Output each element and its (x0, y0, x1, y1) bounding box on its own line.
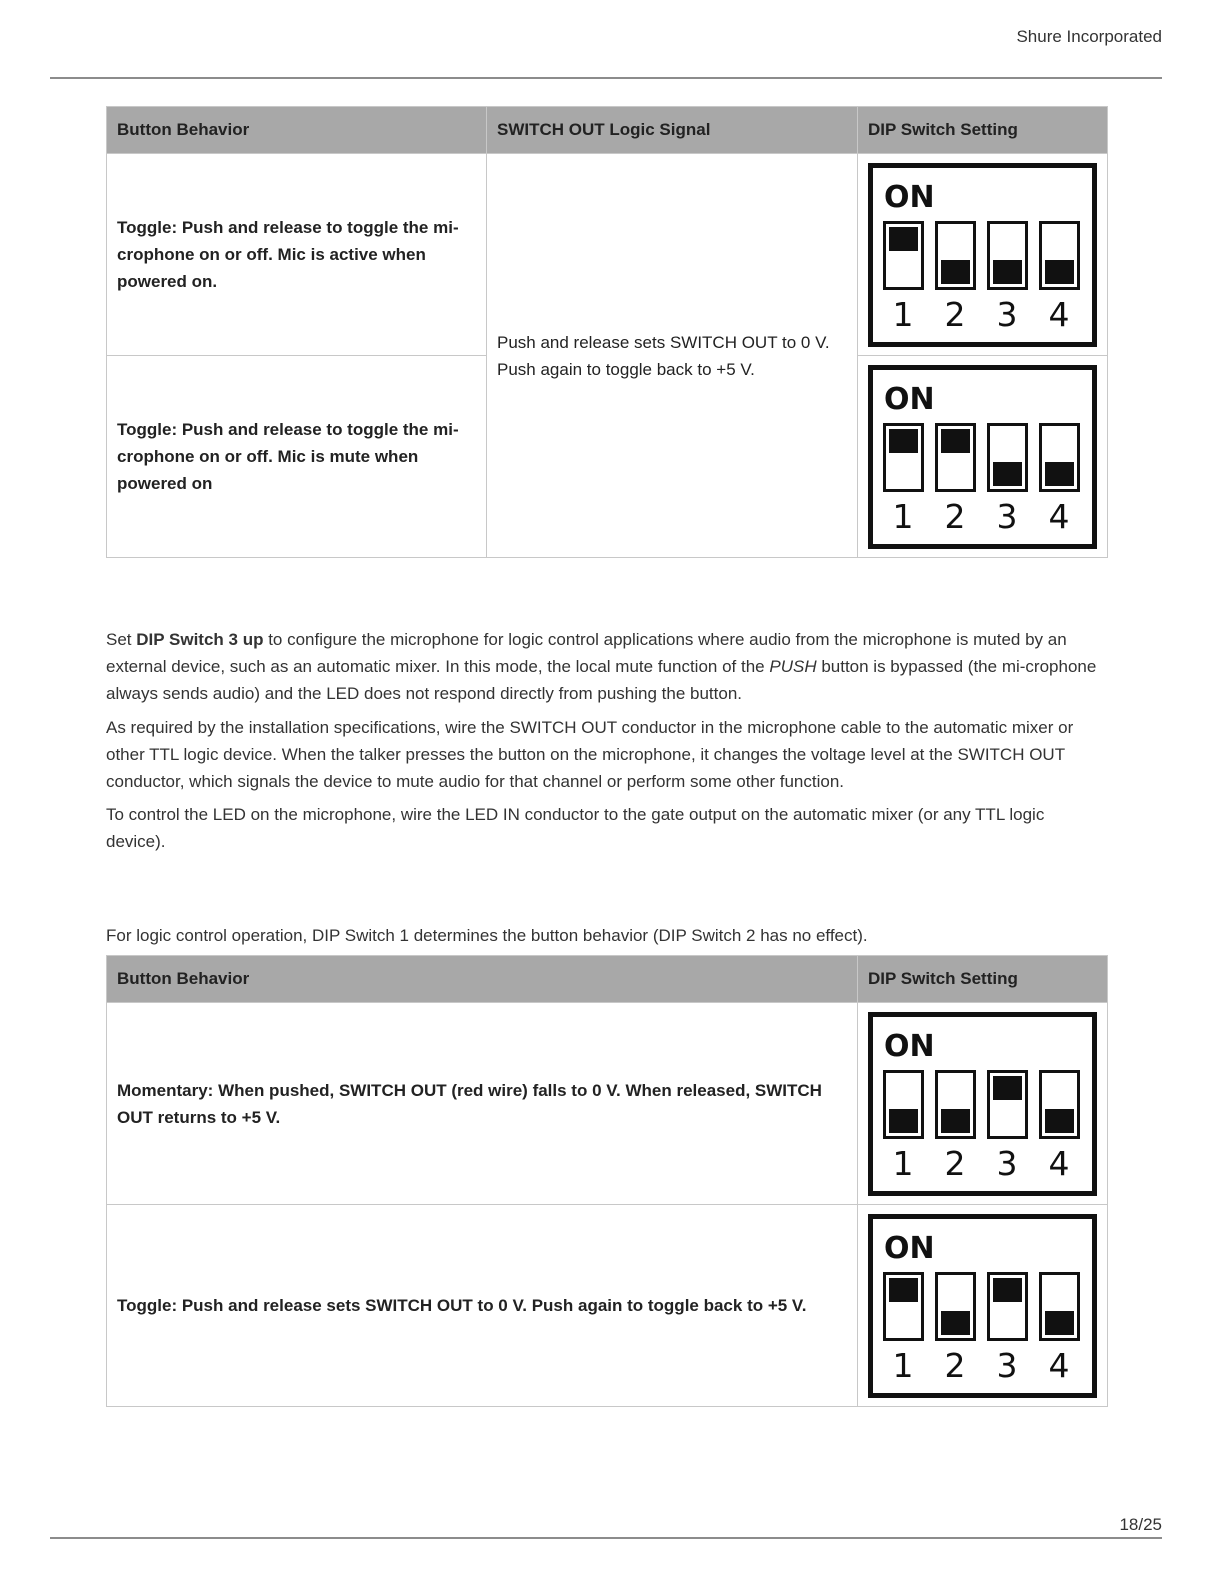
dip-switch-knob-on (993, 1278, 1022, 1302)
column-header-dip-setting: DIP Switch Setting (858, 107, 1108, 154)
table-header-row (107, 107, 1108, 154)
table-row (107, 1205, 1108, 1407)
page-number: 18/25 (1119, 1515, 1162, 1534)
dip-switch-number: 1 (892, 294, 914, 334)
paragraph-led: To control the LED on the microphone, wire the LED IN conductor to the gate output on the automatic mixer (or any TTL logic device). (106, 805, 1045, 851)
dip-switch-knob-off (1045, 1311, 1074, 1335)
dip-switch-knob-off (941, 260, 970, 284)
signal-line-1: Push and release sets SWITCH OUT to 0 V. (497, 332, 830, 352)
dip-switch-number: 3 (996, 1345, 1018, 1385)
dip-switch-cell (858, 1205, 1108, 1407)
dip-switch-knob-off (1045, 462, 1074, 486)
dip-switch-knob-on (889, 429, 918, 453)
button-behavior-cell: Toggle: Push and release to toggle the mi-crophone on or off. Mic is mute when powered on (107, 356, 487, 558)
paragraph-bold-text: DIP Switch 3 up (136, 630, 264, 649)
dip-switch-knob-on (993, 1076, 1022, 1100)
dip-switch-knob-off (889, 1109, 918, 1133)
paragraph-text: to configure the microphone for logic control applications where audio from the microphone is muted by an external device, such as an automatic mixer. In this mode, the local mute function of the (106, 630, 1067, 676)
dip-switch-diagram (868, 163, 1097, 347)
dip-switch-knob-off (993, 260, 1022, 284)
dip-table-logic (106, 955, 1108, 1407)
dip-switch-diagram (868, 1012, 1097, 1196)
dip-switch-number: 2 (944, 1143, 966, 1183)
signal-line-2: Push again to toggle back to +5 V. (497, 359, 755, 379)
dip-switch-knob-on (889, 227, 918, 251)
paragraph-dip3 (106, 626, 1106, 707)
page-footer (50, 1537, 1162, 1539)
paragraph-italic-text: PUSH (769, 657, 817, 676)
dip-switch-number: 4 (1048, 1143, 1070, 1183)
dip-switch-cell (858, 356, 1108, 558)
dip-switch-number: 2 (944, 294, 966, 334)
paragraph-text: button is bypassed (the mi-crophone always sends audio) and the LED does not respond directly from pushing the button. (106, 657, 1097, 703)
dip-switch-number: 4 (1048, 294, 1070, 334)
table-row (107, 1003, 1108, 1205)
button-behavior-cell: Toggle: Push and release to toggle the mi-crophone on or off. Mic is active when powered on. (107, 154, 487, 356)
dip-switch-knob-off (941, 1311, 970, 1335)
dip-switch-number: 1 (892, 496, 914, 536)
dip-on-label: ON (884, 1230, 935, 1266)
column-header-switch-out-signal: SWITCH OUT Logic Signal (487, 107, 858, 154)
dip-table-toggle (106, 106, 1108, 558)
dip-switch-number: 2 (944, 1345, 966, 1385)
dip-switch-knob-off (1045, 260, 1074, 284)
dip-switch-number: 3 (996, 1143, 1018, 1183)
dip-switch-knob-off (993, 462, 1022, 486)
column-header-button-behavior: Button Behavior (107, 107, 487, 154)
table-row (107, 154, 1108, 356)
page-header (50, 0, 1162, 79)
dip-on-label: ON (884, 381, 935, 417)
button-behavior-cell: Toggle: Push and release sets SWITCH OUT to 0 V. Push again to toggle back to +5 V. (107, 1205, 858, 1407)
dip-switch-number: 1 (892, 1345, 914, 1385)
dip-switch-number: 4 (1048, 1345, 1070, 1385)
dip-on-label: ON (884, 1028, 935, 1064)
column-header-dip-setting: DIP Switch Setting (858, 956, 1108, 1003)
paragraph-logic-control: For logic control operation, DIP Switch 1 determines the button behavior (DIP Switch 2 has no effect). (106, 926, 868, 945)
dip-switch-number: 3 (996, 496, 1018, 536)
table-header-row (107, 956, 1108, 1003)
dip-switch-knob-on (889, 1278, 918, 1302)
dip-switch-number: 1 (892, 1143, 914, 1183)
switch-out-signal-cell (487, 154, 858, 558)
paragraph-text: Set (106, 630, 137, 649)
dip-switch-cell (858, 1003, 1108, 1205)
dip-switch-number: 2 (944, 496, 966, 536)
dip-switch-knob-off (1045, 1109, 1074, 1133)
column-header-button-behavior: Button Behavior (107, 956, 858, 1003)
dip-switch-cell (858, 154, 1108, 356)
company-name: Shure Incorporated (1016, 27, 1162, 46)
dip-switch-diagram (868, 1214, 1097, 1398)
paragraph-wiring: As required by the installation specifications, wire the SWITCH OUT conductor in the microphone cable to the automatic mixer or other TTL logic device. When the talker presses the button on the microphone, it changes the voltage level at the SWITCH OUT conductor, which signals the device to mute audio for that channel or perform some other function. (106, 718, 1074, 791)
dip-on-label: ON (884, 179, 935, 215)
button-behavior-cell: Momentary: When pushed, SWITCH OUT (red wire) falls to 0 V. When released, SWITCH OUT returns to +5 V. (107, 1003, 858, 1205)
dip-switch-knob-off (941, 1109, 970, 1133)
dip-switch-number: 3 (996, 294, 1018, 334)
dip-switch-diagram (868, 365, 1097, 549)
dip-switch-number: 4 (1048, 496, 1070, 536)
dip-switch-knob-on (941, 429, 970, 453)
